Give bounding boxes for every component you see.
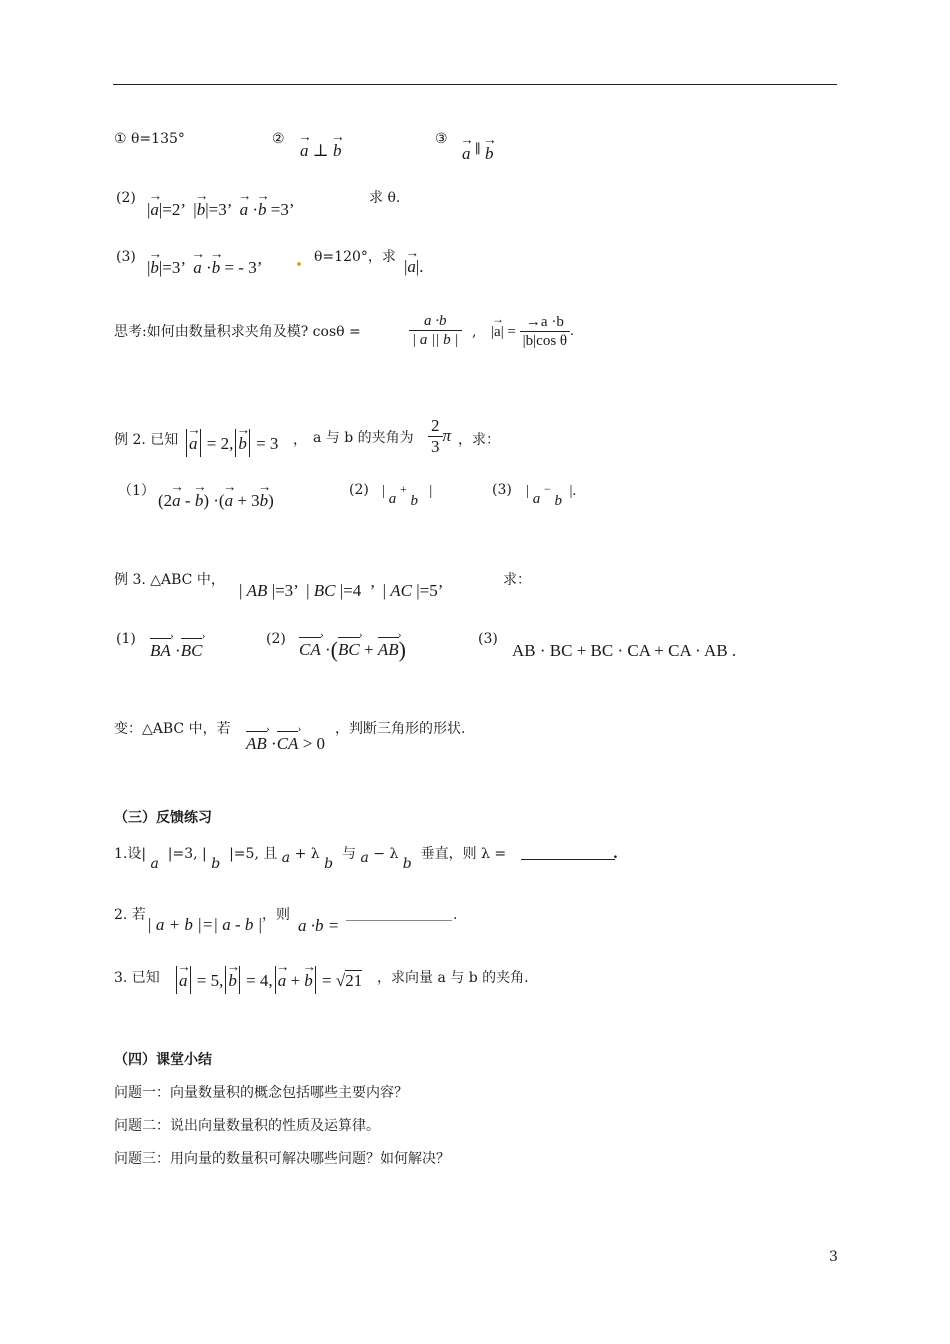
variant-expr: AB › ·CA › > 0 [246,734,325,754]
part-2-ask: 求 θ. [369,190,401,206]
page-number: 3 [829,1249,838,1265]
think-comma: , [472,324,477,340]
ex3-q1-label: (1) [116,631,136,647]
feedback-q1: 1.设| a |=3, | b |=5, 且 a + λ b 与 a − λ b 垂直，则 λ = [114,846,507,872]
ex3-label: 例 3. △ABC 中， [114,572,225,588]
ex2-q3-label: (3) [492,482,512,498]
part-3-theta: θ=120°，求 [314,249,396,265]
ex3-ask: 求： [503,572,531,588]
feedback-q1-blank[interactable] [521,859,615,860]
part-2-expr: |→ a|=2’ |→ b|=3’ → a ·→ b =3’ [147,200,295,220]
feedback-q2-ab: a ·b = [298,916,340,935]
feedback-q2-label: 2. 若 [114,907,146,923]
feedback-q2-then: ，则 [262,907,290,923]
summary-q1: 问题一：向量数量积的概念包括哪些主要内容？ [114,1085,408,1101]
feedback-q2-blank[interactable] [346,920,452,921]
ex2-angle-text: a 与 b 的夹角为 [313,430,414,446]
header-rule [113,84,837,85]
highlight-dot [297,262,301,266]
feedback-q3-expr: → a = 5,→ b = 4,→ a + → b = √21 [174,966,362,994]
ex3-q1-expr: BA › ·BC › [150,641,202,661]
case-3-expr: → a ∥ → b [462,141,494,164]
ex2-given: → a = 2,→ b = 3 [184,429,278,457]
summary-q3: 问题三：用向量的数量积可解决哪些问题？如何解决？ [114,1151,450,1167]
feedback-q3-tail: ，求向量 a 与 b 的夹角. [377,970,529,986]
ex3-q2-label: (2) [266,631,286,647]
ex3-q3-label: (3) [478,631,498,647]
ex2-label: 例 2. 已知 [114,432,179,448]
ex3-q2-expr: CA › ·(BC › + AB ›) [299,637,406,663]
ex2-q2-expr: | a + b | [382,482,433,509]
part-3-mod: |→ a|. [404,257,424,277]
summary-heading: （四）课堂小结 [114,1052,212,1068]
case-2-label: ② [272,131,285,147]
ex2-ask: ，求： [458,432,500,448]
summary-q2: 问题二：说出向量数量积的性质及运算律。 [114,1118,380,1134]
ex2-angle-fraction: $\frac{2}{3}$ π [428,416,451,458]
case-2-expr: → a ⊥ → b [300,141,342,161]
think-label: 思考:如何由数量积求夹角及模? cosθ = [114,324,361,340]
think-mod-formula: |→ a| = $\frac{\to a \cdot b}{\text{|b|cos θ}}$ . [491,313,574,350]
feedback-q3-label: 3. 已知 [114,970,160,986]
ex2-q2-label: (2) [349,482,369,498]
ex2-sep: ， [293,432,307,448]
think-cos-fraction: $\frac{a \cdot b}{| a || b |}$ [409,312,462,349]
ex2-q3-expr: | a − b |. [526,482,577,509]
ex2-q1-expr: (2→ a - → b) ·(→ a + 3→ b) [158,491,274,511]
variant-label: 变：△ABC 中，若 [114,721,231,737]
variant-tail: ，判断三角形的形状. [335,721,466,737]
part-3-label: (3) [116,249,136,265]
part-2-label: (2) [116,190,136,206]
feedback-q1-end: . [613,846,618,862]
ex2-q1-label: （1） [118,483,155,499]
ex3-given: | AB |=3’ | BC |=4 ’ | AC |=5’ [239,581,444,600]
feedback-q2-end: . [453,907,458,923]
part-3-expr: |→ b|=3’ → a ·→ b = - 3’ [147,258,262,278]
feedback-heading: （三）反馈练习 [114,810,212,826]
case-1: ① θ=135° [114,131,185,147]
ex3-q3-expr: AB · BC + BC · CA + CA · AB . [512,641,737,660]
case-3-label: ③ [435,131,448,147]
feedback-q2-expr: | a + b |=| a - b | [147,915,263,934]
